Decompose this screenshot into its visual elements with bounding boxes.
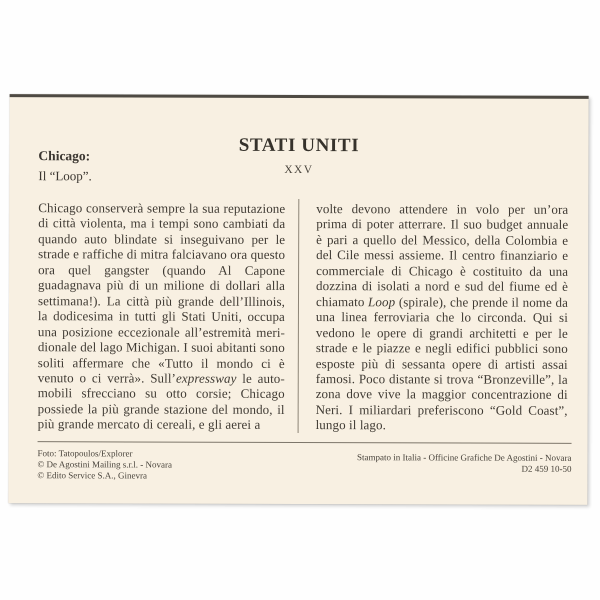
title-block: [9, 134, 588, 177]
postcard-back: [8, 94, 588, 505]
card-title: STATI UNITI: [238, 134, 360, 157]
left-column-text: Chicago conserverà sempre la sua reputazione di città violenta, ma i tempi sono cambiati da quando auto blindate si inseguivano per le strade e raffiche di mitra falciavano ora questo ora quel gangster (quando Al Capone guadagnava più di un milione di dollari alla settimana!). La città più grande dell’Illinois, la dodicesima in tutti gli Stati Uniti, occupa una posizione eccezionale all’estremità meridionale del lago Michigan. I suoi abitanti sono soliti affermare che «Tutto il mondo ci è venuto o ci verrà». Sull’expressway le automobili sfrecciano su otto corsie; Chicago possiede la più grande stazione del mondo, il più grande mercato di cereali, e gli aerei a: [37, 200, 286, 433]
card-series-number: XXV: [284, 163, 314, 177]
right-column-text: volte devono attendere in volo per un’ora prima di poter atterrare. Il suo budget annuale è pari a quello del Messico, della Colombia e del Cile messi assieme. Il centro finanziario e commerciale di Chicago è costituito da una dozzina di isolati a nord e sud del fiume ed è chiamato Loop (spirale), che prende il nome da una linea ferroviaria che lo circonda. Qui si vedono le opere di grandi architetti e per le strade e le piazze e negli edifici pubblici sono esposte più di sessanta opere di artisti assai famosi. Poco distante si trova “Bronzeville”, la zona dove vive la maggior concentrazione di Neri. I miliardari preferiscono “Gold Coast”, lungo il lago.: [315, 201, 569, 433]
column-divider-rule: [298, 199, 300, 433]
footer-divider-rule: [38, 441, 572, 444]
location-title: Chicago:: [38, 148, 91, 164]
footer-credit-line: © Edito Service S.A., Ginevra: [37, 470, 148, 481]
footer-credit-line: Foto: Tatopoulos/Explorer: [37, 448, 133, 459]
footer-printing-line: Stampato in Italia - Officine Grafiche De Agostini - Novara: [356, 452, 572, 463]
footer-credit-line: © De Agostini Mailing s.r.l. - Novara: [37, 459, 173, 470]
location-subtitle: Il “Loop”.: [38, 168, 92, 184]
footer-printing-info: [357, 452, 572, 475]
footer-credits: [37, 448, 172, 481]
footer-catalog-number: D2 459 10-50: [521, 463, 572, 474]
body-text: [38, 200, 569, 438]
